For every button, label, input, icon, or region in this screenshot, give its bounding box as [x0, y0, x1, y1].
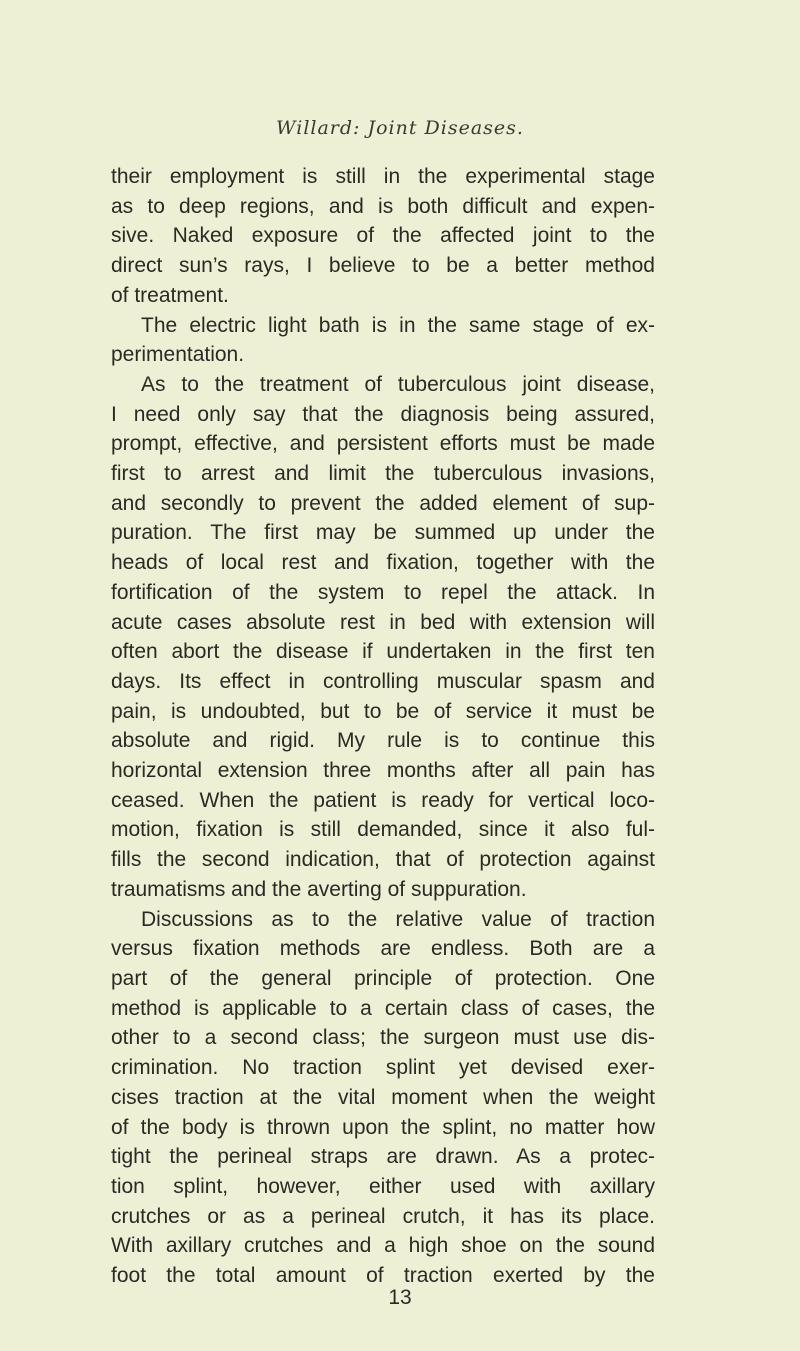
- text-line: I need only say that the diagnosis being assured,: [111, 402, 655, 426]
- text-line: often abort the disease if undertaken in the first ten: [111, 640, 655, 664]
- text-line: perimentation.: [111, 343, 245, 367]
- text-line: ceased. When the patient is ready for vertical loco-: [111, 788, 655, 812]
- text-line: fills the second indication, that of protection against: [111, 848, 655, 872]
- text-line: direct sun’s rays, I believe to be a better method: [111, 254, 655, 278]
- text-line: method is applicable to a certain class of cases, the: [111, 996, 655, 1020]
- text-line: puration. The first may be summed up under the: [111, 521, 655, 545]
- text-line: horizontal extension three months after all pain has: [111, 759, 655, 783]
- text-line: traumatisms and the averting of suppuration.: [111, 877, 527, 901]
- text-line: first to arrest and limit the tuberculous invasions,: [111, 462, 655, 486]
- text-line: As to the treatment of tuberculous joint disease,: [141, 372, 655, 396]
- text-line: acute cases absolute rest in bed with extension will: [111, 610, 655, 634]
- text-line: motion, fixation is still demanded, since it also ful-: [111, 818, 655, 842]
- text-line: versus fixation methods are endless. Both are a: [111, 937, 655, 961]
- text-line: crimination. No traction splint yet devised exer-: [111, 1056, 655, 1080]
- text-line: With axillary crutches and a high shoe on the sound: [111, 1234, 655, 1258]
- text-line: absolute and rigid. My rule is to continue this: [111, 729, 655, 753]
- text-line: foot the total amount of traction exerted by the: [111, 1264, 655, 1288]
- text-line: of treatment.: [111, 283, 229, 307]
- text-line: days. Its effect in controlling muscular spasm and: [111, 669, 655, 693]
- body-text: [111, 162, 655, 1291]
- text-line: their employment is still in the experimental stage: [111, 165, 655, 188]
- text-line: other to a second class; the surgeon must use dis-: [111, 1026, 655, 1050]
- text-line: sive. Naked exposure of the affected joint to the: [111, 224, 655, 248]
- text-line: The electric light bath is in the same stage of ex-: [141, 313, 655, 337]
- text-line: and secondly to prevent the added element of sup-: [111, 491, 655, 515]
- text-line: tion splint, however, either used with axillary: [111, 1174, 655, 1198]
- text-line: crutches or as a perineal crutch, it has its place.: [111, 1204, 655, 1228]
- text-line: fortification of the system to repel the attack. In: [111, 580, 655, 604]
- text-line: of the body is thrown upon the splint, no matter how: [111, 1115, 655, 1139]
- running-head: Willard: Joint Diseases.: [276, 117, 524, 139]
- text-line: part of the general principle of protection. One: [111, 966, 655, 990]
- text-line: pain, is undoubted, but to be of service it must be: [111, 699, 655, 723]
- page-number: 13: [388, 1286, 412, 1309]
- text-line: heads of local rest and fixation, together with the: [111, 551, 655, 575]
- text-line: tight the perineal straps are drawn. As a protec-: [111, 1145, 655, 1169]
- text-line: cises traction at the vital moment when the weight: [111, 1085, 655, 1109]
- text-line: Discussions as to the relative value of traction: [141, 907, 655, 931]
- text-line: prompt, effective, and persistent efforts must be made: [111, 432, 655, 456]
- text-line: as to deep regions, and is both difficult and expen-: [111, 194, 655, 218]
